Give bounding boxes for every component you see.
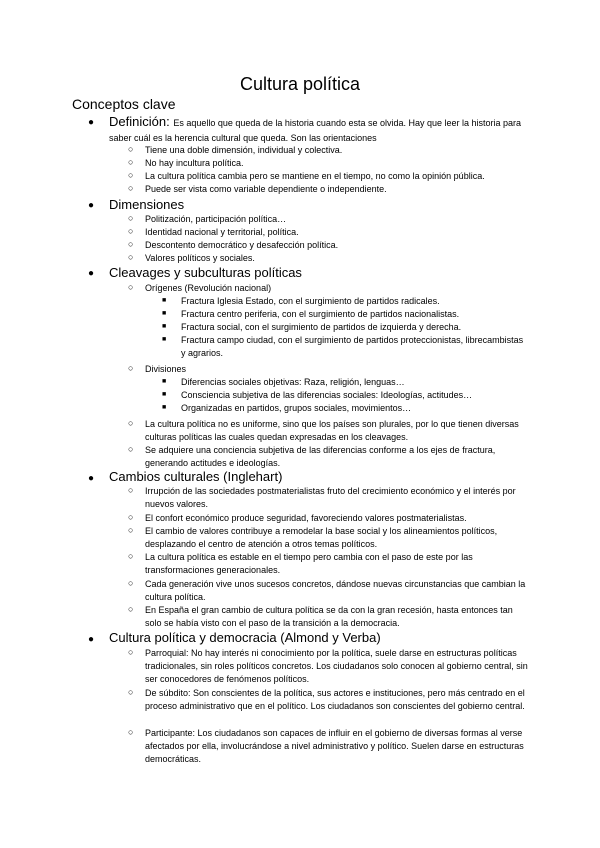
list-item: Politización, participación política… <box>145 214 287 224</box>
bullet-level2: ○ <box>128 363 134 373</box>
list-item: Diferencias sociales objetivas: Raza, religión, lenguas… <box>181 377 405 387</box>
bullet-level2: ○ <box>128 485 134 495</box>
list-item: Irrupción de las sociedades postmaterialistas fruto del crecimiento económico y el interés por nuevos valores. <box>145 486 516 509</box>
bullet-level2: ○ <box>128 183 134 193</box>
origenes-label: Orígenes (Revolución nacional) <box>145 283 272 293</box>
bullet-level2: ○ <box>128 578 134 588</box>
bullet-level2: ○ <box>128 418 134 428</box>
bullet-level3: ■ <box>162 323 167 330</box>
bullet-level1: ● <box>88 117 95 128</box>
bullet-level2: ○ <box>128 647 134 657</box>
bullet-level2: ○ <box>128 282 134 292</box>
section-heading: Conceptos clave <box>72 96 176 112</box>
bullet-level3: ■ <box>162 391 167 398</box>
list-item: No hay incultura política. <box>145 158 244 168</box>
bullet-level1: ● <box>88 200 95 211</box>
bullet-level2: ○ <box>128 239 134 249</box>
list-item: Puede ser vista como variable dependiente o independiente. <box>145 184 387 194</box>
list-item: La cultura política no es uniforme, sino que los países son plurales, por lo que tienen diversas culturas políticas las cuales quedan expresadas en los cleavages. <box>145 419 519 442</box>
cleavages-label: Cleavages y subculturas políticas <box>109 265 302 280</box>
list-item: Fractura Iglesia Estado, con el surgimiento de partidos radicales. <box>181 296 440 306</box>
list-item: Fractura social, con el surgimiento de partidos de izquierda y derecha. <box>181 322 462 332</box>
bullet-level3: ■ <box>162 404 167 411</box>
definicion-text: Es aquello que queda de la historia cuando esta se olvida. Hay que leer la historia para saber cuál es la herencia cultural que queda. Son las orientaciones <box>109 118 522 143</box>
list-item: Cada generación vive unos sucesos concretos, dándose nuevas circunstancias que cambian la cultura política. <box>145 579 526 602</box>
list-item: Valores políticos y sociales. <box>145 253 255 263</box>
list-item: Identidad nacional y territorial, política. <box>145 227 299 237</box>
bullet-level3: ■ <box>162 378 167 385</box>
bullet-level2: ○ <box>128 604 134 614</box>
list-item: Fractura centro periferia, con el surgimiento de partidos nacionalistas. <box>181 309 460 319</box>
list-item: Consciencia subjetiva de las diferencias sociales: Ideologías, actitudes… <box>181 390 473 400</box>
list-item: Fractura campo ciudad, con el surgimiento de partidos proteccionistas, librecambistas y agrarios. <box>181 335 524 358</box>
list-item: La cultura política es estable en el tiempo pero cambia con el paso de este por las transformaciones generacionales. <box>145 552 473 575</box>
bullet-level1: ● <box>88 634 95 645</box>
bullet-level2: ○ <box>128 444 134 454</box>
bullet-level1: ● <box>88 268 95 279</box>
bullet-level2: ○ <box>128 512 134 522</box>
bullet-level2: ○ <box>128 525 134 535</box>
bullet-level1: ● <box>88 473 95 484</box>
list-item: El confort económico produce seguridad, favoreciendo valores postmaterialistas. <box>145 513 467 523</box>
list-item: La cultura política cambia pero se mantiene en el tiempo, no como la opinión pública. <box>145 171 485 181</box>
divisiones-label: Divisiones <box>145 364 187 374</box>
bullet-level2: ○ <box>128 252 134 262</box>
list-item: Participante: Los ciudadanos son capaces de influir en el gobierno de diversas formas al verse afectados por ella, involucrándose a nivel administrativo y político. Suelen darse en estructuras democráticas. <box>145 728 524 764</box>
bullet-level3: ■ <box>162 310 167 317</box>
bullet-level2: ○ <box>128 226 134 236</box>
bullet-level2: ○ <box>128 144 134 154</box>
bullet-level3: ■ <box>162 297 167 304</box>
page-title: Cultura política <box>239 74 361 94</box>
list-item: Se adquiere una conciencia subjetiva de las diferencias conforme a los ejes de fractura, generando actitudes e ideologías. <box>145 445 496 468</box>
bullet-level2: ○ <box>128 213 134 223</box>
bullet-level2: ○ <box>128 727 134 737</box>
list-item: Parroquial: No hay interés ni conocimiento por la política, suele darse en estructuras políticas tradicionales, sin roles políticos concretos. Los ciudadanos solo conocen al gobierno central, sin ser conocedores de fenómenos políticos. <box>145 648 528 684</box>
cambios-label: Cambios culturales (Inglehart) <box>109 469 283 484</box>
bullet-level2: ○ <box>128 170 134 180</box>
bullet-level2: ○ <box>128 157 134 167</box>
list-item: De súbdito: Son conscientes de la política, sus actores e instituciones, pero más centrado en el proceso administrativo que en el político. Los ciudadanos son conscientes del gobierno central. <box>145 688 525 711</box>
definicion-item <box>109 115 529 145</box>
list-item: El cambio de valores contribuye a remodelar la base social y los alineamientos políticos, desplazando el centro de atención a otros temas políticos. <box>145 526 498 549</box>
list-item: Descontento democrático y desafección política. <box>145 240 339 250</box>
list-item: En España el gran cambio de cultura política se da con la gran recesión, hasta entonces tan solo se había visto con el paso de la transición a la democracia. <box>145 605 513 628</box>
dimensiones-label: Dimensiones <box>109 197 185 212</box>
list-item: Tiene una doble dimensión, individual y colectiva. <box>145 145 343 155</box>
democracia-label: Cultura política y democracia (Almond y Verba) <box>109 630 381 645</box>
bullet-level2: ○ <box>128 551 134 561</box>
bullet-level3: ■ <box>162 336 167 343</box>
bullet-level2: ○ <box>128 687 134 697</box>
list-item: Organizadas en partidos, grupos sociales, movimientos… <box>181 403 412 413</box>
definicion-label: Definición: <box>109 114 170 129</box>
